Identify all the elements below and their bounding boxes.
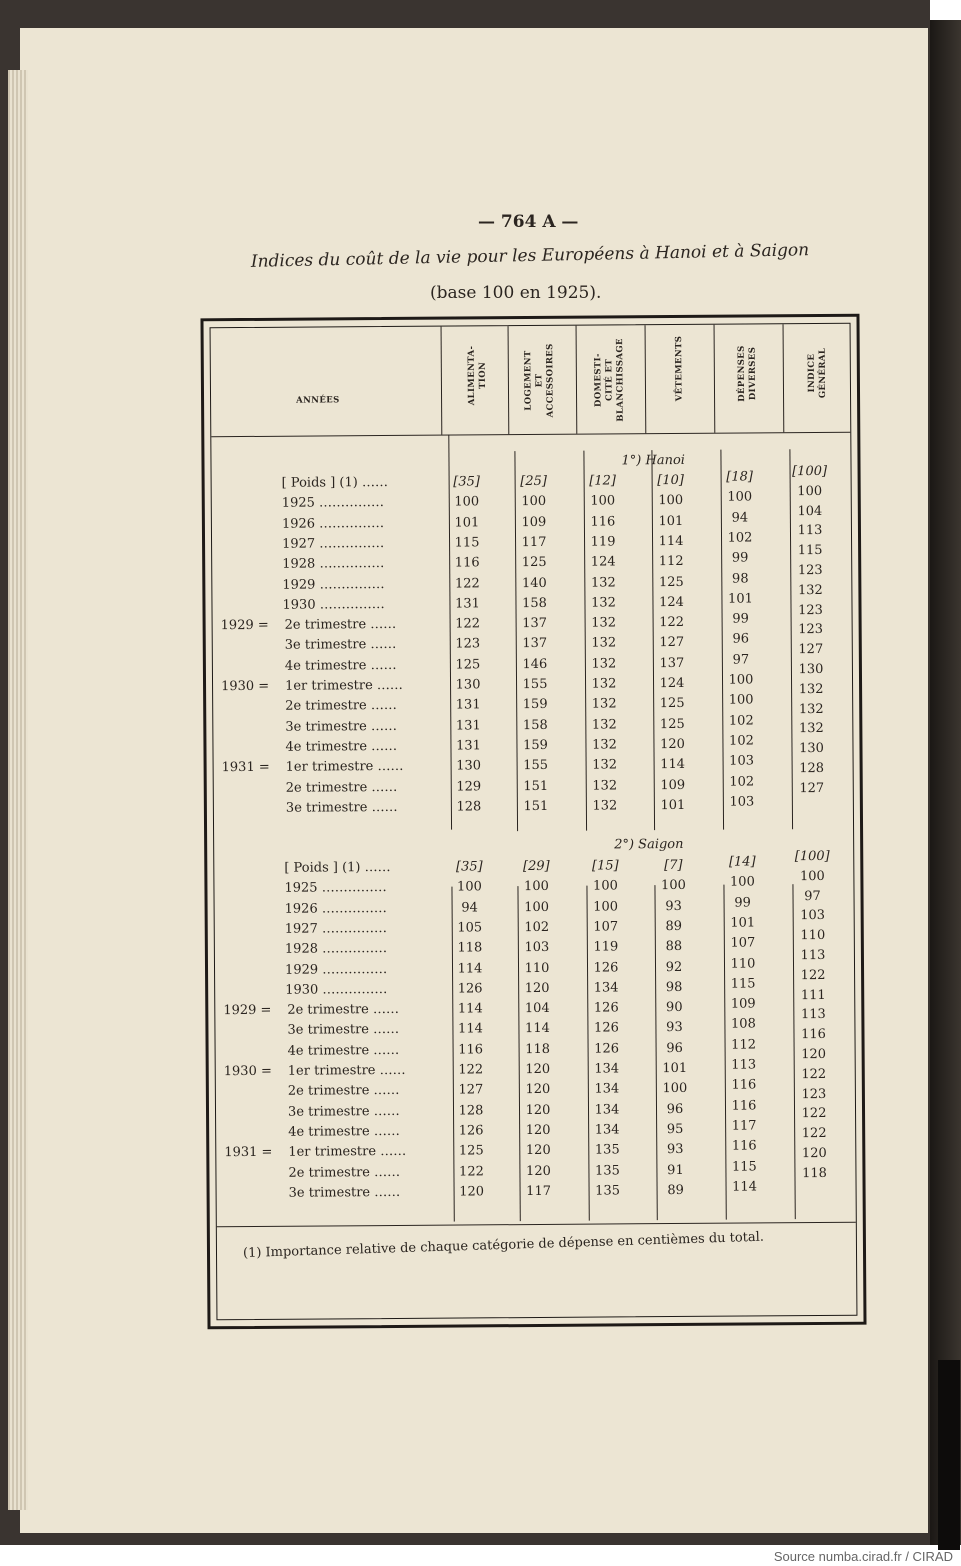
table-cell: 155 [523, 758, 549, 774]
table-cell: 132 [798, 721, 824, 737]
table-cell: 115 [454, 535, 480, 551]
table-inner-frame [210, 323, 858, 1320]
table-cell: 109 [730, 996, 756, 1012]
table-cell: 132 [590, 574, 616, 591]
table-cell: 92 [665, 959, 683, 975]
row-label: 3e trimestre …… [285, 718, 398, 735]
table-cell: 130 [455, 677, 481, 693]
table-cell: 125 [521, 555, 547, 571]
table-cell: 120 [801, 1145, 827, 1162]
table-cell: 103 [729, 794, 755, 810]
table-cell: 101 [658, 513, 684, 529]
row-label: 1927 …………… [282, 535, 385, 552]
table-cell: 97 [732, 652, 750, 668]
table-cell: 111 [800, 987, 826, 1003]
row-label: 1er trimestre …… [288, 1144, 407, 1160]
table-cell: 125 [658, 574, 684, 590]
row-label: 1925 …………… [281, 495, 385, 512]
table-cell: 116 [458, 1042, 484, 1058]
header-line: DIVERSES [747, 346, 759, 401]
table-cell: 158 [522, 717, 548, 733]
table-cell: 131 [455, 596, 480, 612]
table-cell: 132 [591, 676, 617, 692]
table-cell: 103 [729, 753, 755, 769]
table-cell: 99 [734, 895, 751, 911]
table-cell: [18] [726, 469, 753, 485]
table-cell: 95 [666, 1121, 684, 1137]
table-cell: 135 [594, 1162, 620, 1179]
table-cell: 114 [732, 1179, 758, 1195]
table-cell: 134 [594, 1102, 620, 1118]
row-year-prefix: 1931 = [221, 760, 270, 776]
table-cell: 110 [524, 960, 550, 976]
row-label: 3e trimestre …… [287, 1022, 400, 1039]
table-cell: 97 [804, 888, 821, 904]
table-cell: 100 [729, 874, 755, 890]
row-year-prefix: 1929 = [223, 1002, 272, 1019]
table-cell: 126 [457, 981, 483, 997]
table-cell: 119 [590, 534, 616, 550]
row-label: 1er trimestre …… [287, 1062, 406, 1079]
header-indice [807, 328, 830, 418]
table-cell: 113 [800, 1007, 826, 1023]
row-label: 1930 …………… [285, 981, 388, 998]
table-cell: 127 [659, 635, 685, 651]
table-cell: 128 [799, 760, 825, 777]
table-cell: 100 [658, 493, 684, 509]
table-cell: 123 [797, 562, 823, 579]
table-cell: 116 [731, 1077, 757, 1093]
page-edges [8, 70, 28, 1510]
table-cell: 130 [799, 741, 824, 757]
table-cell: 100 [454, 494, 480, 510]
table-cell: 132 [591, 656, 617, 672]
row-label: [ Poids ] (1) …… [281, 475, 388, 491]
table-cell: 93 [666, 1142, 684, 1158]
table-cell: 118 [457, 940, 483, 956]
page-title: Indices du coût de la vie pour les Européens à Hanoi et à Saigon [250, 240, 810, 272]
table-cell: 94 [731, 510, 749, 526]
table-cell: 132 [591, 635, 617, 651]
table-cell: 103 [524, 940, 550, 956]
table-cell: 102 [728, 733, 754, 749]
table-cell: 126 [593, 959, 619, 976]
table-cell: 135 [595, 1183, 621, 1199]
table-cell: 98 [731, 570, 749, 587]
row-label: [ Poids ] (1) …… [284, 859, 391, 876]
table-cell: 132 [798, 681, 824, 697]
table-cell: 126 [593, 1000, 619, 1016]
table-cell: 151 [523, 798, 549, 814]
table-cell: 105 [457, 920, 483, 936]
table-cell: 124 [658, 594, 684, 610]
header-line: DÉPENSES [736, 345, 748, 402]
table-cell: 120 [525, 1082, 551, 1098]
table-cell: 134 [593, 980, 619, 996]
row-label: 2e trimestre …… [285, 698, 397, 715]
row-label: 1925 …………… [284, 880, 387, 897]
table-cell: 107 [593, 919, 619, 935]
table-cell: 128 [456, 799, 482, 815]
table-cell: 127 [798, 642, 824, 658]
table-cell: 100 [797, 483, 823, 499]
table-cell: 90 [665, 1000, 683, 1016]
table-cell: 102 [524, 919, 550, 935]
row-label: 4e trimestre …… [285, 738, 398, 755]
row-label: 4e trimestre …… [287, 1042, 400, 1059]
table-cell: 134 [594, 1061, 620, 1077]
table-cell: 88 [665, 939, 683, 955]
table-cell: 100 [524, 899, 550, 915]
table-cell: 109 [660, 777, 686, 793]
table-cell: 132 [592, 777, 618, 794]
row-year-prefix: 1930 = [223, 1063, 272, 1080]
table-cell: 137 [522, 636, 548, 652]
table-cell: 104 [797, 503, 823, 519]
table-cell: [15] [591, 858, 619, 874]
table-cell: 131 [455, 738, 481, 754]
table-cell: [7] [664, 857, 683, 874]
table-cell: 112 [658, 554, 684, 570]
col-rule [645, 325, 647, 433]
table-cell: 116 [590, 514, 616, 530]
source-credit: Source numba.cirad.fr / CIRAD [773, 1549, 953, 1564]
table-cell: 130 [456, 758, 482, 774]
table-cell: 101 [727, 591, 753, 607]
table-cell: 122 [801, 1106, 827, 1122]
row-label: 2e trimestre …… [288, 1164, 401, 1181]
table-cell: 100 [660, 878, 686, 894]
row-year-prefix: 1931 = [224, 1145, 273, 1161]
header-line: ALIMENTA- [466, 345, 478, 406]
table-cell: 131 [455, 717, 481, 734]
table-cell: 116 [731, 1098, 757, 1114]
row-label: 2e trimestre …… [284, 617, 397, 633]
table-cell: 123 [798, 602, 823, 618]
header-line: TION [477, 361, 488, 389]
table-cell: 125 [455, 657, 481, 673]
table-cell: 126 [594, 1041, 620, 1057]
table-cell: 127 [799, 780, 825, 796]
header-line: CITÉ ET [604, 358, 615, 402]
table-cell: 101 [662, 1060, 688, 1077]
table-cell: 113 [797, 523, 823, 539]
table-cell: 113 [731, 1057, 757, 1073]
table-cell: 103 [800, 908, 826, 924]
table-cell: 102 [729, 773, 755, 790]
table-cell: 114 [457, 1001, 483, 1017]
table-cell: 102 [727, 530, 753, 546]
header-domesticite [593, 335, 627, 425]
table-cell: 104 [524, 1000, 550, 1017]
table-cell: 122 [659, 615, 685, 631]
row-label: 2e trimestre …… [287, 1002, 400, 1018]
table-cell: 109 [521, 514, 547, 530]
table-cell: 100 [590, 493, 616, 509]
row-label: 1930 …………… [282, 596, 385, 613]
table-cell: 120 [525, 1143, 551, 1159]
table-cell: [100] [794, 848, 830, 865]
table-cell: 101 [730, 915, 756, 931]
header-alimentation [467, 330, 490, 420]
footnote-rule [217, 1222, 856, 1227]
header-annees: ANNÉES [296, 395, 340, 406]
table-footnote: (1) Importance relative de chaque catégorie de dépense en centièmes du total. [242, 1229, 765, 1262]
section-title-saigon: 2°) Saigon [614, 836, 684, 853]
header-line: DOMESTI- [593, 353, 604, 407]
table-cell: 115 [730, 976, 756, 992]
table-cell: 134 [594, 1122, 620, 1138]
table-cell: 124 [590, 554, 616, 570]
table-cell: 107 [730, 935, 756, 951]
table-cell: 116 [801, 1027, 826, 1043]
table-cell: 120 [524, 980, 550, 996]
table-cell: 125 [659, 696, 685, 712]
header-line: INDICE [806, 353, 818, 393]
table-cell: 140 [521, 575, 547, 591]
header-rule [211, 432, 850, 437]
row-label: 3e trimestre …… [287, 1103, 400, 1120]
table-cell: 96 [666, 1101, 684, 1117]
table-cell: 112 [731, 1037, 757, 1053]
table-cell: 151 [523, 778, 549, 794]
table-cell: 137 [659, 655, 685, 671]
table-cell: 98 [665, 979, 683, 995]
table-cell: 100 [523, 879, 549, 895]
row-label: 2e trimestre …… [285, 779, 398, 796]
table-cell: 114 [457, 960, 483, 977]
table-cell: 99 [732, 611, 749, 627]
table-cell: 132 [591, 696, 617, 712]
table-cell: 120 [525, 1102, 551, 1118]
table-cell: 123 [801, 1086, 827, 1102]
table-cell: 110 [800, 928, 826, 944]
table-cell: [25] [520, 473, 548, 490]
col-rule [508, 326, 510, 434]
table-cell: 101 [454, 514, 480, 531]
table-cell: 126 [593, 1020, 619, 1036]
row-label: 4e trimestre …… [284, 657, 397, 674]
row-label: 3e trimestre …… [285, 799, 398, 816]
table-cell: 122 [455, 616, 481, 632]
table-cell: 132 [591, 595, 616, 611]
header-vetements [674, 323, 686, 413]
table-cell: 93 [665, 898, 682, 914]
table-cell: 120 [459, 1184, 485, 1200]
table-cell: 135 [594, 1142, 620, 1158]
row-label: 1927 …………… [284, 920, 388, 937]
table-cell: 125 [659, 716, 685, 732]
table-cell: 130 [798, 661, 824, 678]
header-line: BLANCHISSAGE [615, 338, 626, 422]
row-label: 1er trimestre …… [285, 759, 404, 775]
table-cell: 117 [521, 534, 547, 550]
table-cell: 132 [591, 615, 617, 631]
table-cell: 132 [798, 701, 824, 717]
table-cell: 132 [592, 798, 618, 814]
page-subtitle: (base 100 en 1925). [430, 283, 602, 303]
table-cell: 115 [731, 1158, 757, 1175]
row-year-prefix: 1930 = [220, 678, 270, 695]
header-line: VÊTEMENTS [674, 335, 685, 402]
col-rule [783, 324, 785, 432]
table-cell: 113 [800, 947, 826, 964]
table-cell: 96 [732, 631, 750, 647]
table-cell: 122 [454, 575, 480, 592]
row-label: 1929 …………… [284, 961, 388, 978]
table-cell: 89 [665, 918, 683, 934]
table-cell: 102 [728, 713, 754, 729]
row-label: 1926 …………… [281, 515, 385, 532]
table-cell: 89 [667, 1182, 684, 1198]
table-cell: 101 [660, 797, 686, 813]
col-rule [441, 327, 443, 435]
table-cell: 96 [666, 1040, 683, 1056]
row-label: 2e trimestre …… [287, 1083, 400, 1100]
table-cell: [14] [728, 854, 756, 870]
table-cell: 122 [458, 1163, 484, 1180]
table-cell: 110 [730, 955, 756, 972]
table-cell: 117 [526, 1183, 552, 1199]
table-cell: 120 [525, 1122, 551, 1138]
table-cell: 155 [522, 676, 548, 693]
table-cell: 114 [660, 757, 686, 773]
table-cell: 123 [798, 622, 824, 638]
table-cell: 158 [522, 595, 547, 611]
table-cell: 124 [659, 675, 685, 692]
page-number: — 764 A — [478, 212, 579, 232]
table-cell: 120 [525, 1061, 551, 1078]
table-cell: 134 [594, 1081, 620, 1097]
table-cell: 116 [731, 1138, 757, 1154]
table-cell: 100 [727, 489, 753, 505]
table-cell: 118 [525, 1041, 551, 1057]
table-cell: 120 [525, 1163, 551, 1179]
table-cell: 114 [658, 533, 684, 550]
header-line: LOGEMENT [523, 350, 534, 411]
table-cell: 94 [461, 899, 478, 916]
row-label: 1928 …………… [284, 941, 388, 957]
col-rule [576, 326, 578, 434]
table-cell: 115 [797, 543, 823, 559]
table-cell: 100 [662, 1081, 688, 1097]
table-cell: 127 [458, 1082, 484, 1098]
row-label: 4e trimestre …… [288, 1123, 400, 1140]
row-label: 1er trimestre …… [284, 677, 403, 694]
table-cell: 128 [458, 1102, 484, 1119]
row-label: 3e trimestre …… [288, 1184, 401, 1201]
table-cell: 91 [667, 1162, 684, 1178]
table-cell: 137 [522, 615, 548, 632]
table-cell: 100 [456, 879, 482, 895]
table-cell: 132 [592, 757, 618, 773]
table-cell: 125 [458, 1143, 484, 1159]
table-cell: 122 [801, 1066, 827, 1082]
col-rule [714, 325, 716, 433]
table-cell: 93 [666, 1020, 683, 1036]
table-cell: 100 [592, 878, 618, 894]
table-cell: 100 [728, 692, 754, 708]
table-cell: 159 [522, 737, 548, 753]
row-label: 3e trimestre …… [284, 637, 397, 654]
header-line: ACCESSOIRES [545, 343, 556, 418]
row-year-prefix: 1929 = [220, 617, 269, 634]
table-cell: 132 [797, 582, 823, 598]
section-title-hanoi: 1°) Hanoi [621, 452, 685, 469]
table-cell: 116 [454, 555, 480, 571]
table-cell: 100 [799, 868, 825, 884]
table-cell: 114 [524, 1021, 550, 1037]
header-depenses [737, 328, 760, 418]
table-cell: 131 [455, 697, 481, 713]
table-cell: 117 [731, 1118, 757, 1134]
table-cell: 123 [455, 636, 481, 652]
table-cell: 100 [728, 672, 754, 688]
table-cell: 129 [456, 778, 482, 795]
table-cell: [12] [589, 473, 617, 489]
table-cell: 126 [458, 1123, 484, 1139]
book-spine [930, 20, 961, 1545]
table-cell: 132 [591, 737, 617, 753]
table-cell: 118 [801, 1165, 827, 1181]
table-cell: [35] [453, 474, 481, 490]
table-cell: [10] [657, 472, 685, 489]
row-label: 1928 …………… [282, 556, 385, 572]
header-line: ET [534, 373, 545, 388]
table-cell: 146 [522, 656, 548, 672]
row-label: 1926 …………… [284, 900, 387, 917]
table-cell: 122 [458, 1062, 484, 1078]
table-cell: 122 [801, 1126, 827, 1142]
table-cell: 108 [730, 1016, 756, 1033]
table-cell: 119 [593, 939, 619, 955]
cost-of-living-table [200, 314, 866, 1330]
table-cell: 120 [659, 736, 685, 753]
table-cell: 159 [522, 697, 548, 713]
row-label: 1929 …………… [282, 576, 385, 593]
table-cell: [29] [522, 858, 550, 875]
table-cell: 120 [801, 1046, 827, 1063]
table-cell: 132 [591, 717, 617, 733]
table-cell: 100 [593, 899, 619, 915]
table-cell: 114 [457, 1021, 483, 1037]
table-cell: [100] [792, 463, 828, 480]
header-line: GÉNÉRAL [817, 347, 829, 399]
table-cell: 99 [731, 550, 749, 566]
header-logement [523, 335, 557, 425]
table-cell: [35] [455, 859, 483, 875]
table-cell: 122 [800, 967, 826, 983]
bookmark-ribbon [938, 1360, 960, 1550]
table-cell: 100 [521, 494, 547, 510]
